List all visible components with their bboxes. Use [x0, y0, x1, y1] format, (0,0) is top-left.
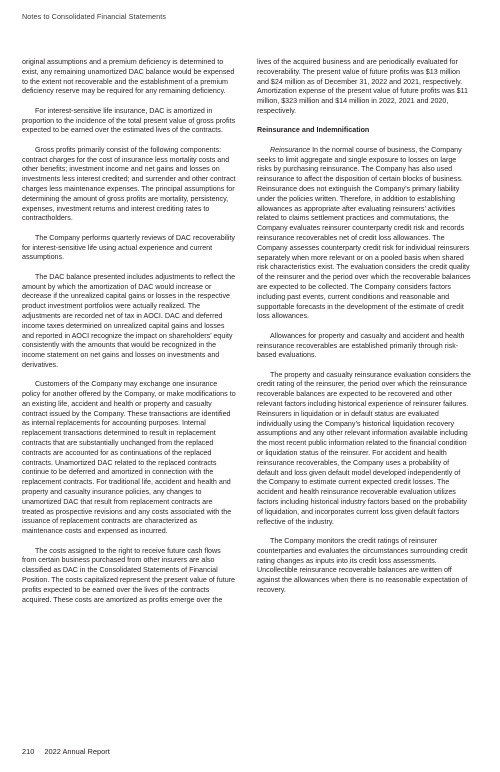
paragraph: The DAC balance presented includes adjustments to reflect the amount by which the amortization of DAC would increase or decrease if the unrealized capital gains or losses in the respective product investment portfolios were actually realized. The adjustments are recorded net of tax in AOCI. DAC and deferred income taxes determined on unrealized capital gains and losses and reported in AOCI recognize the impact on shareholders’ equity consistently with the amounts that would be recognized in the income statement on net gains and losses on investments and derivatives. — [22, 272, 236, 369]
page-number: 210 — [22, 747, 35, 756]
report-title: 2022 Annual Report — [44, 747, 110, 756]
running-header: Notes to Consolidated Financial Statements — [22, 12, 167, 21]
paragraph: For interest-sensitive life insurance, DAC is amortized in proportion to the incidence of the total present value of gross profits expected to be earned over the estimated lives of the contracts. — [22, 106, 236, 135]
paragraph-text: In the normal course of business, the Company seeks to limit aggregate and single exposure to losses on large risks by purchasing reinsurance. The Company has also used reinsurance to affect the disposition of certain blocks of business. Reinsurance does not extinguish the Company’s primary liability under the policies written. Therefore, in addition to establishing allowances as appropriate after evaluating reinsurers’ activities related to claims settlement practices and commutations, the Company evaluates reinsurer counterparty credit risk and records reinsurance recoverables net of credit loss allowances. The Company assesses counterparty credit risk for individual reinsurers separately when more relevant or on a pooled basis when shared risk characteristics exist. The evaluation considers the credit quality of the reinsurer and the period over which the recoverable balances are expected to be collected. The Company considers factors including past events, current conditions and reasonable and supportable forecasts in the development of the estimate of credit loss allowances. — [257, 145, 471, 321]
section-heading: Reinsurance and Indemnification — [257, 126, 370, 135]
paragraph: Gross profits primarily consist of the following components: contract charges for the cost of insurance less mortality costs and other benefits; investment income and net gains and losses on investments less interest credited; and surrender and other contract charges less maintenance expenses. The principal assumptions for determining the amount of gross profits are mortality, persistency, expenses, investment returns and interest crediting rates to contractholders. — [22, 145, 236, 223]
paragraph: The Company performs quarterly reviews of DAC recoverability for interest-sensitive life using actual experience and current assumptions. — [22, 233, 236, 262]
paragraph — [257, 146, 471, 322]
paragraph: The costs assigned to the right to receive future cash flows from certain business purchased from other insurers are also classified as DAC in the Consolidated Statements of Financial Position. The costs capitalized represent the present value of future profits expected to be earned over the lives of the contracts acquired. These costs are amortized as profits emerge over the — [22, 546, 236, 604]
left-column — [22, 58, 236, 615]
paragraph: Customers of the Company may exchange one insurance policy for another offered by the Company, or make modifications to an existing life, accident and health or property and casualty contract issued by the Company. These transactions are identified as internal replacements for accounting purposes. Internal replacement transactions determined to result in replacement contracts that are substantially unchanged from the replaced contracts are accounted for as continuations of the replaced contracts. Unamortized DAC related to the replaced contracts continue to be deferred and amortized in connection with the replacement contracts. For traditional life, accident and health and property and casualty insurance policies, any changes to unamortized DAC that result from replacement contracts are treated as prospective revisions and any costs associated with the issuance of replacement contracts are characterized as maintenance costs and expensed as incurred. — [22, 380, 236, 536]
right-column — [257, 58, 471, 605]
run-in-heading: Reinsurance — [270, 145, 311, 154]
paragraph: lives of the acquired business and are periodically evaluated for recoverability. The present value of future profits was $13 million and $24 million as of December 31, 2022 and 2021, respectively. Amortization expense of the present value of future profits was $11 million, $323 million and $14 million in 2022, 2021 and 2020, respectively. — [257, 58, 469, 115]
paragraph: The property and casualty reinsurance evaluation considers the credit rating of the reinsurer, the period over which the reinsurance recoverable balances are expected to be recovered and other relevant factors including historical experience of reinsurer failures. Reinsurers in liquidation or in default status are evaluated individually using the Company’s historical liquidation recovery assumptions and any other relevant information available including the most recent public information related to the financial condition or liquidation status of the reinsurer. For accident and health reinsurance recoverables, the Company uses a probability of default and loss given default model developed independently of the Company to estimate current expected credit losses. The accident and health reinsurance recoverable evaluation utilizes factors including historical industry factors based on the probability of liquidation, and incorporates current loss given default factors reflective of the industry. — [257, 370, 471, 526]
paragraph: original assumptions and a premium deficiency is determined to exist, any remaining unamortized DAC balance would be expensed to the extent not recoverable and the establishment of a premium deficiency reserve may be required for any remaining deficiency. — [22, 58, 235, 96]
paragraph: The Company monitors the credit ratings of reinsurer counterparties and evaluates the circumstances surrounding credit rating changes as inputs into its credit loss assessments. Uncollectible reinsurance recoverable balances are written off against the allowances when there is no reasonable expectation of recovery. — [257, 537, 468, 595]
page-footer — [22, 747, 110, 756]
paragraph: Allowances for property and casualty and accident and health reinsurance recoverables are established primarily through risk-based evaluations. — [257, 331, 465, 360]
